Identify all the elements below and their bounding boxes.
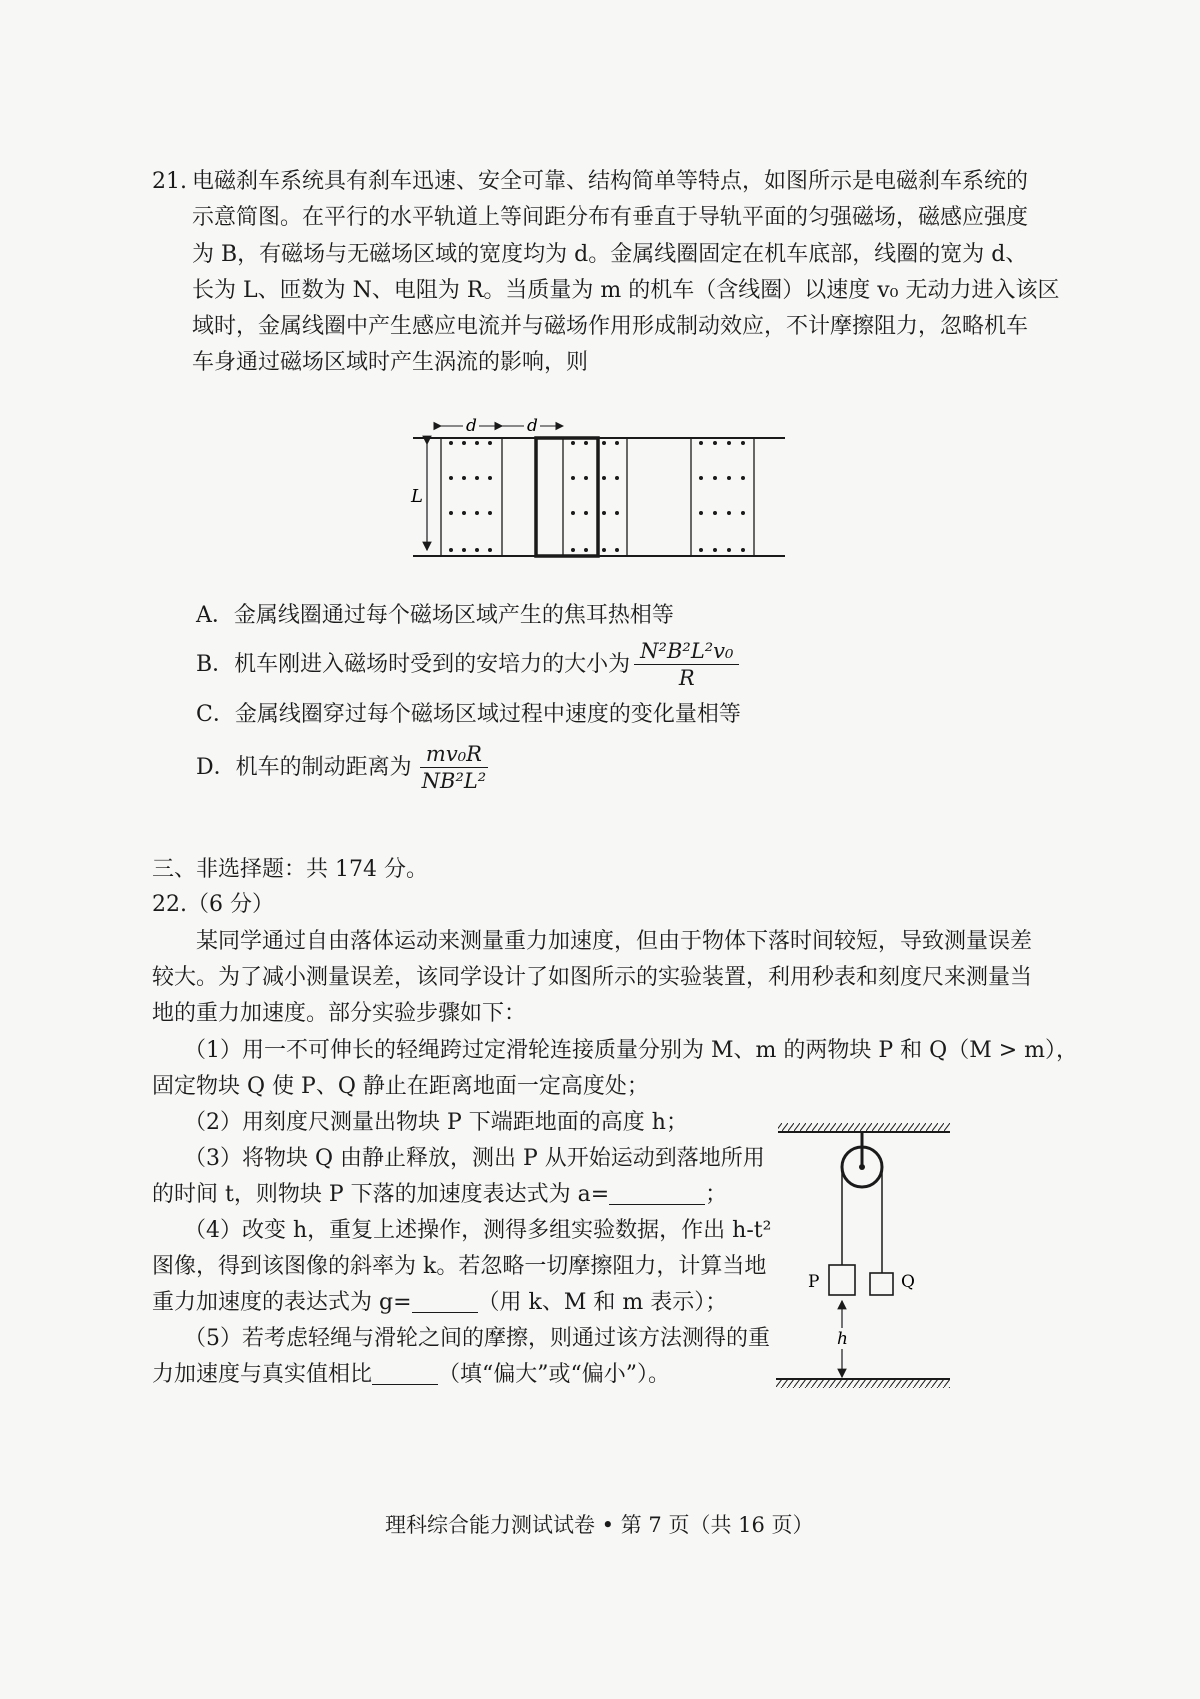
option-b-fraction: [634, 638, 739, 691]
q22-step4-text: 重力加速度的表达式为 g=: [152, 1290, 412, 1315]
option-d-text: D．机车的制动距离为: [196, 754, 412, 780]
q22-step5-text: 力加速度与真实值相比: [152, 1362, 373, 1387]
option-d-denominator: NB²L²: [421, 769, 487, 793]
magnetic-brake-diagram: [405, 410, 795, 570]
label-d-1: d: [466, 416, 477, 436]
option-c: C．金属线圈穿过每个磁场区域过程中速度的变化量相等: [196, 702, 741, 727]
q21-line-2: 示意简图。在平行的水平轨道上等间距分布有垂直于导轨平面的匀强磁场，磁感应强度: [192, 205, 1029, 230]
option-a: A．金属线圈通过每个磁场区域产生的焦耳热相等: [196, 603, 674, 628]
ground: [776, 1379, 950, 1388]
q22-step3-text: 的时间 t，则物块 P 下落的加速度表达式为 a=: [152, 1182, 610, 1207]
q22-step1-a: （1）用一不可伸长的轻绳跨过定滑轮连接质量分别为 M、m 的两物块 P 和 Q（M > m），: [184, 1038, 1078, 1063]
q21-line-5: 域时，金属线圈中产生感应电流并与磁场作用形成制动效应，不计摩擦阻力，忽略机车: [192, 314, 1029, 339]
q21-line-6: 车身通过磁场区域时产生涡流的影响，则: [192, 350, 589, 375]
option-d: [196, 741, 492, 794]
q22-step4-a: （4）改变 h，重复上述操作，测得多组实验数据，作出 h-t²: [184, 1218, 772, 1243]
option-d-numerator: mv₀R: [420, 741, 488, 768]
option-b-numerator: N²B²L²v₀: [634, 638, 739, 665]
q21-number: 21.: [152, 169, 187, 194]
q22-intro-1: 某同学通过自由落体运动来测量重力加速度，但由于物体下落时间较短，导致测量误差: [196, 929, 1033, 954]
q22-step4-c: [152, 1288, 727, 1318]
q22-header: 22.（6 分）: [152, 892, 274, 917]
q22-step5-b: [152, 1360, 670, 1390]
q22-step1-b: 固定物块 Q 使 P、Q 静止在距离地面一定高度处；: [152, 1074, 649, 1099]
label-L: L: [411, 486, 423, 507]
option-b: [196, 638, 739, 691]
q22-intro-3: 地的重力加速度。部分实验步骤如下：: [152, 1001, 527, 1026]
label-d-2: d: [527, 416, 538, 436]
block-P: [829, 1265, 855, 1295]
q22-step3-end: ；: [705, 1182, 728, 1207]
q21-line-4: 长为 L、匝数为 N、电阻为 R。当质量为 m 的机车（含线圈）以速度 v₀ 无动力进入该区: [192, 278, 1060, 303]
answer-blank-a[interactable]: [609, 1182, 705, 1205]
label-h: h: [837, 1329, 848, 1349]
answer-blank-g[interactable]: [412, 1290, 478, 1313]
section-heading: 三、非选择题：共 174 分。: [152, 857, 428, 882]
q21-line-3: 为 B，有磁场与无磁场区域的宽度均为 d。金属线圈固定在机车底部，线圈的宽为 d、: [192, 242, 1028, 267]
ceiling: [778, 1123, 950, 1132]
q22-intro-2: 较大。为了减小测量误差，该同学设计了如图所示的实验装置，利用秒表和刻度尺来测量当: [152, 965, 1033, 990]
pulley-diagram: [770, 1115, 960, 1395]
option-b-text: B．机车刚进入磁场时受到的安培力的大小为: [196, 651, 631, 677]
q22-step4-b: 图像，得到该图像的斜率为 k。若忽略一切摩擦阻力，计算当地: [152, 1254, 767, 1279]
label-P: P: [808, 1272, 820, 1292]
q21-line-1: 电磁刹车系统具有刹车迅速、安全可靠、结构简单等特点，如图所示是电磁刹车系统的: [192, 169, 1029, 194]
q22-step5-end: （填“偏大”或“偏小”）。: [438, 1362, 671, 1387]
block-Q: [870, 1273, 893, 1295]
q22-step3-b: [152, 1180, 727, 1210]
q22-step3-a: （3）将物块 Q 由静止释放，测出 P 从开始运动到落地所用: [184, 1146, 765, 1171]
answer-blank-compare[interactable]: [372, 1362, 438, 1385]
q22-step4-end: （用 k、M 和 m 表示）；: [477, 1290, 728, 1315]
q22-step2: （2）用刻度尺测量出物块 P 下端距地面的高度 h；: [184, 1110, 688, 1135]
option-d-fraction: [416, 741, 493, 794]
label-Q: Q: [901, 1272, 915, 1292]
metal-coil: [536, 438, 598, 556]
option-b-denominator: R: [678, 666, 695, 690]
page-footer: 理科综合能力测试试卷 • 第 7 页（共 16 页）: [385, 1513, 814, 1537]
q22-step5-a: （5）若考虑轻绳与滑轮之间的摩擦，则通过该方法测得的重: [184, 1326, 770, 1351]
